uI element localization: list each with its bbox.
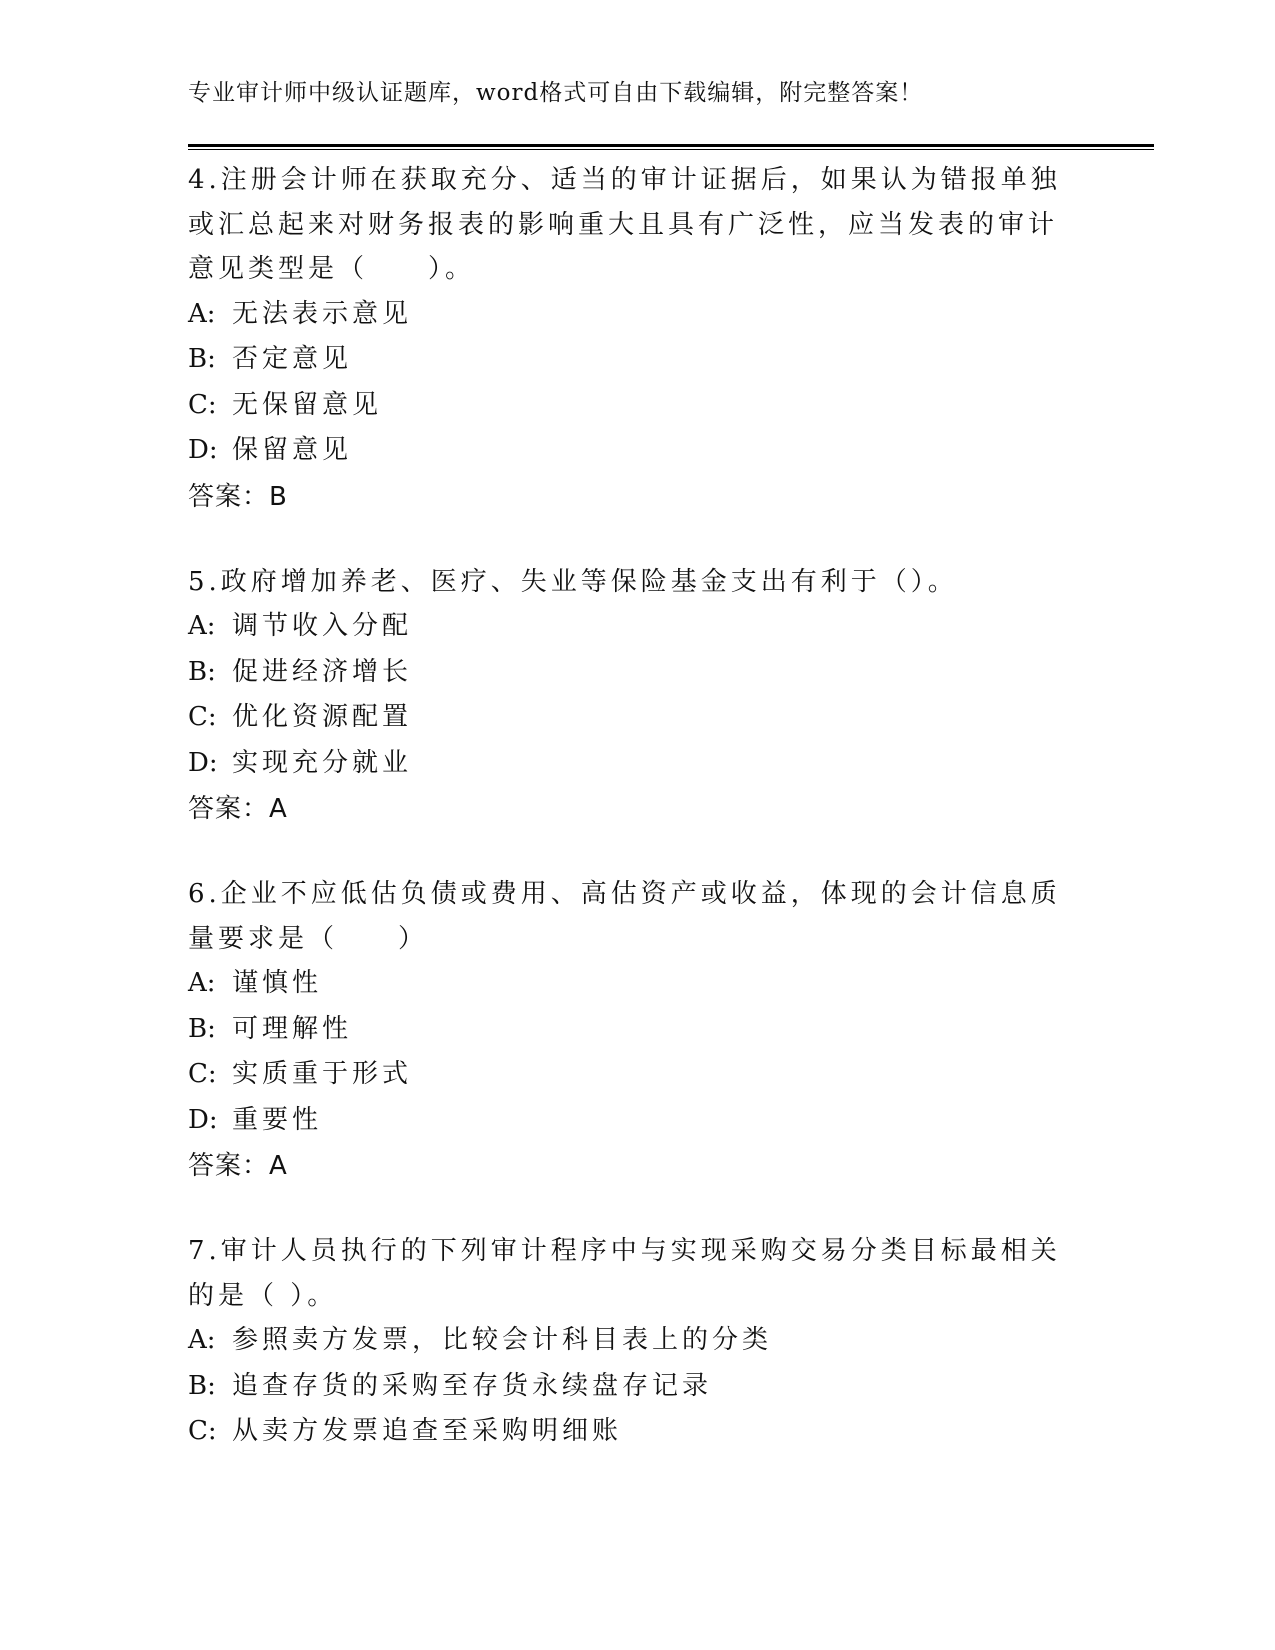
- option-text: 谨慎性: [232, 968, 323, 998]
- option-key: B:: [188, 344, 216, 374]
- question-list: [188, 158, 1068, 1495]
- option-b: [188, 650, 1068, 696]
- option-a: [188, 1318, 1068, 1364]
- option-key: B:: [188, 1370, 216, 1401]
- option-b: [188, 1364, 1068, 1410]
- answer-line: 答案：B: [188, 481, 288, 512]
- option-c: [188, 1052, 1068, 1098]
- option-text: 无保留意见: [232, 389, 383, 420]
- option-text: 实质重于形式: [232, 1059, 413, 1089]
- option-a: [188, 292, 1068, 338]
- option-text: 可理解性: [232, 1013, 353, 1044]
- option-key: B:: [188, 1013, 216, 1044]
- option-text: 参照卖方发票，比较会计科目表上的分类: [232, 1325, 773, 1355]
- option-text: 重要性: [232, 1104, 323, 1135]
- option-key: A:: [188, 611, 216, 641]
- question-4: [188, 158, 1068, 520]
- option-c: [188, 1409, 1068, 1455]
- option-b: [188, 337, 1068, 383]
- option-text: 否定意见: [232, 344, 353, 374]
- question-stem: 5.政府增加养老、医疗、失业等保险基金支出有利于（）。: [188, 566, 958, 597]
- option-c: [188, 383, 1068, 429]
- question-5: [188, 560, 1068, 833]
- option-key: C:: [188, 1059, 217, 1089]
- option-key: D:: [188, 747, 218, 778]
- option-key: C:: [188, 702, 217, 732]
- option-d: [188, 741, 1068, 787]
- option-text: 无法表示意见: [232, 298, 413, 329]
- option-text: 实现充分就业: [232, 747, 413, 778]
- option-a: [188, 961, 1068, 1007]
- question-6: [188, 872, 1068, 1189]
- option-text: 保留意见: [232, 435, 353, 465]
- header-divider: [188, 144, 1154, 150]
- page-header: 专业审计师中级认证题库，word格式可自由下载编辑，附完整答案！: [188, 80, 924, 106]
- option-key: C:: [188, 1416, 217, 1446]
- option-key: A:: [188, 1325, 216, 1355]
- option-text: 从卖方发票追查至采购明细账: [232, 1416, 623, 1446]
- option-d: [188, 428, 1068, 474]
- option-c: [188, 695, 1068, 741]
- option-text: 追查存货的采购至存货永续盘存记录: [232, 1370, 713, 1401]
- option-a: [188, 604, 1068, 650]
- option-b: [188, 1007, 1068, 1053]
- option-text: 促进经济增长: [232, 656, 413, 687]
- option-key: A:: [188, 298, 216, 329]
- answer-line: 答案：A: [188, 794, 288, 824]
- answer-line: 答案：A: [188, 1151, 288, 1181]
- option-d: [188, 1098, 1068, 1144]
- option-key: C:: [188, 389, 217, 420]
- question-stem: 4.注册会计师在获取充分、适当的审计证据后，如果认为错报单独或汇总起来对财务报表的影响重大且具有广泛性，应当发表的审计意见类型是（ ）。: [188, 165, 1061, 284]
- option-key: D:: [188, 435, 218, 465]
- option-key: D:: [188, 1104, 218, 1135]
- option-text: 调节收入分配: [232, 611, 413, 641]
- option-text: 优化资源配置: [232, 702, 413, 732]
- option-key: B:: [188, 656, 216, 687]
- question-stem: 7.审计人员执行的下列审计程序中与实现采购交易分类目标最相关的是（ ）。: [188, 1236, 1061, 1311]
- question-stem: 6.企业不应低估负债或费用、高估资产或收益，体现的会计信息质量要求是（ ）: [188, 879, 1061, 954]
- question-7: [188, 1229, 1068, 1455]
- option-key: A:: [188, 968, 216, 998]
